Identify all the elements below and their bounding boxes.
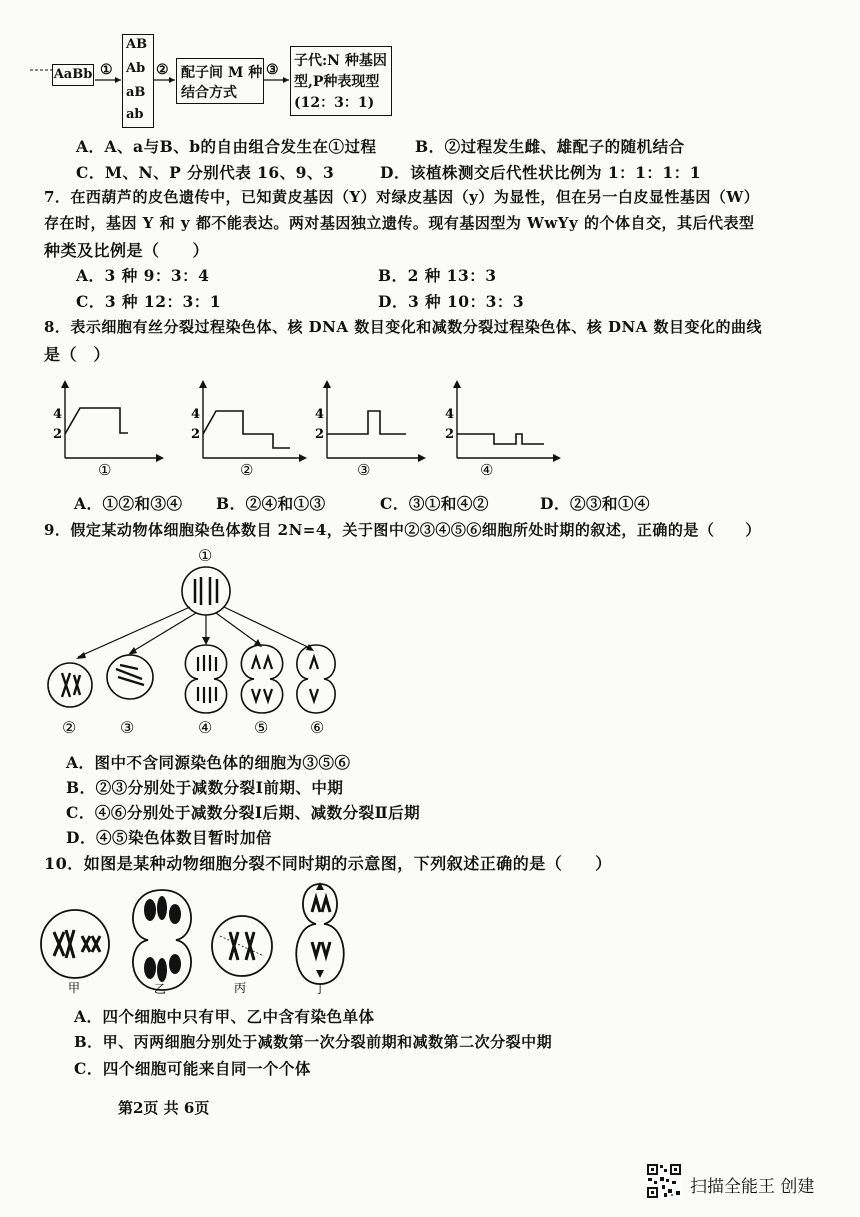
graph-3-tick-4: 4: [315, 407, 325, 422]
q9-cell-diagram: [30, 545, 390, 740]
q9-label-6: ⑥: [310, 718, 325, 737]
combine-line2: 结合方式: [181, 85, 237, 101]
offspring-line2: 型,P种表现型: [294, 74, 380, 90]
q6-option-c: C．M、N、P 分别代表 16、9、3: [76, 163, 335, 182]
q9-label-1: ①: [198, 546, 213, 565]
q8-stem-line2: 是（ ）: [44, 345, 111, 364]
cell-ding: [296, 884, 344, 984]
q9-option-d: D．④⑤染色体数目暂时加倍: [66, 828, 272, 847]
offspring-line3: (12：3：1): [294, 95, 375, 111]
q9-label-4: ④: [198, 718, 213, 737]
q7-option-d: D．3 种 10：3：3: [378, 292, 525, 311]
q9-stem: 9．假定某动物体细胞染色体数目 2N=4，关于图中②③④⑤⑥细胞所处时期的叙述，正确的是（ ）: [44, 521, 761, 539]
q7-option-c: C．3 种 12：3：1: [76, 292, 222, 311]
q8-stem-line1: 8．表示细胞有丝分裂过程染色体、核 DNA 数目变化和减数分裂过程染色体、核 DNA 数目变化的曲线: [44, 318, 763, 336]
q9-option-a: A．图中不含同源染色体的细胞为③⑤⑥: [66, 753, 351, 772]
q6-option-a: A．A、a与B、b的自由组合发生在①过程: [76, 137, 377, 156]
q9-label-2: ②: [62, 718, 77, 737]
q10-label-jia: 甲: [68, 981, 81, 995]
flow-arrows: [0, 0, 400, 130]
q8-option-b: B．②④和①③: [216, 494, 326, 513]
page-number: 第2页 共 6页: [118, 1099, 210, 1117]
graph-1: [53, 380, 164, 478]
cell-5: [241, 645, 282, 713]
q10-label-ding: 丁: [314, 982, 327, 995]
q10-option-b: B．甲、丙两细胞分别处于减数第一次分裂前期和减数第二次分裂中期: [74, 1033, 553, 1051]
graph-4-label: ④: [480, 461, 494, 478]
cell-6: [297, 645, 335, 713]
q10-stem: 10．如图是某种动物细胞分裂不同时期的示意图，下列叙述正确的是（ ）: [44, 854, 612, 873]
graph-1-tick-4: 4: [53, 407, 63, 422]
graph-4-tick-2: 2: [445, 427, 455, 442]
cell-3: [107, 655, 153, 699]
graph-3-tick-2: 2: [315, 427, 325, 442]
cell-jia: [41, 910, 109, 978]
q7-stem-line1: 7．在西葫芦的皮色遗传中，已知黄皮基因（Y）对绿皮基因（y）为显性，但在另一白皮显性基因（W）: [44, 188, 760, 206]
offspring-line1: 子代:N 种基因: [294, 53, 387, 69]
q10-option-a: A．四个细胞中只有甲、乙中含有染色单体: [74, 1007, 375, 1026]
qr-code-icon: [646, 1163, 682, 1199]
gamete-ab-lower: ab: [126, 107, 144, 122]
step3-label: ③: [266, 62, 279, 78]
step2-label: ②: [156, 62, 169, 78]
q10-label-bing: 丙: [234, 981, 247, 995]
q9-label-3: ③: [120, 718, 135, 737]
graph-2-tick-4: 4: [191, 407, 201, 422]
q10-label-yi: 乙: [154, 982, 167, 995]
graph-4: [445, 380, 561, 478]
scanner-brand-watermark: 扫描全能王 创建: [690, 1177, 815, 1197]
q7-option-b: B．2 种 13：3: [378, 266, 497, 285]
q7-option-a: A．3 种 9：3：4: [76, 266, 210, 285]
genotype-box: AaBb: [52, 64, 94, 86]
q8-option-a: A．①②和③④: [74, 494, 183, 513]
q8-option-d: D．②③和①④: [540, 494, 650, 513]
graph-1-tick-2: 2: [53, 427, 63, 442]
cell-4: [185, 645, 226, 713]
step1-label: ①: [100, 62, 113, 78]
graph-2: [191, 380, 307, 478]
graph-3-label: ③: [357, 461, 371, 478]
gamete-ab-mixed2: aB: [126, 85, 146, 100]
q6-option-b: B．②过程发生雌、雄配子的随机结合: [415, 137, 685, 156]
cell-2: [48, 663, 92, 707]
q9-label-5: ⑤: [254, 718, 269, 737]
q7-stem-line3: 种类及比例是（ ）: [44, 241, 210, 260]
gamete-ab-upper: AB: [126, 37, 148, 52]
q10-option-c: C．四个细胞可能来自同一个个体: [74, 1059, 311, 1078]
q9-option-b: B．②③分别处于减数分裂Ⅰ前期、中期: [66, 778, 344, 797]
graph-2-tick-2: 2: [191, 427, 201, 442]
q10-cell-diagram: [30, 880, 370, 995]
graph-3: [315, 380, 426, 478]
combine-line1: 配子间 M 种: [181, 65, 263, 81]
gamete-ab-mixed1: Ab: [126, 61, 146, 76]
q6-option-d: D．该植株测交后代性状比例为 1：1：1：1: [380, 163, 701, 182]
graph-1-label: ①: [98, 461, 112, 478]
q8-graphs: [40, 378, 580, 478]
q8-option-c: C．③①和④②: [380, 494, 489, 513]
graph-4-tick-4: 4: [445, 407, 455, 422]
graph-2-label: ②: [240, 461, 254, 478]
q9-option-c: C．④⑥分别处于减数分裂Ⅰ后期、减数分裂Ⅱ后期: [66, 803, 421, 822]
q7-stem-line2: 存在时，基因 Y 和 y 都不能表达。两对基因独立遗传。现有基因型为 WwYy 的个体自交，其后代表型: [44, 214, 755, 232]
